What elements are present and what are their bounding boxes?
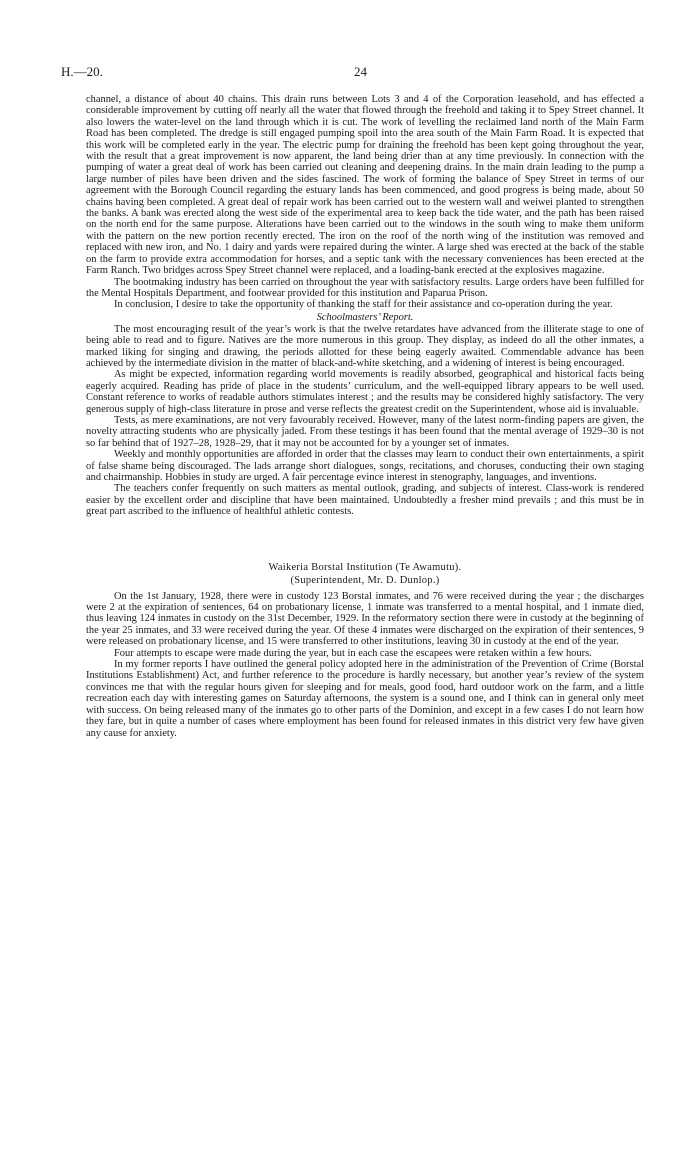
report-reference: H.—20.	[61, 64, 103, 79]
schoolmasters-report-heading: Schoolmasters’ Report.	[316, 311, 414, 323]
paragraph-bootmaking: The bootmaking industry has been carried on throughout the year with satisfactory results. Large orders have been fulfilled for the Mental Hospitals Department, and footwear provided for this institution and Paparua Prison.	[86, 276, 644, 299]
paragraph-custody-statistics: On the 1st January, 1928, there were in custody 123 Borstal inmates, and 76 were received during the year ; the discharges were 2 at the expiration of sentences, 64 on probationary license, 1 inmate was transferred to a mental hospital, and 1 inmate died, thus leaving 124 inmates in custody on the 31st December, 1929. In the reformatory section there were in custody at the beginning of the year 25 inmates, and 33 were received during the year. Of these 4 inmates were discharged on the expiration of their sentences, 9 were released on probationary license, and 15 were transferred to other institutions, leaving 30 in custody at the end of the year.	[86, 590, 644, 648]
paragraph-reading: As might be expected, information regarding world movements is readily absorbed, geographical and historical facts being eagerly acquired. Reading has pride of place in the students’ curriculum, and the well-equipped library appears to be well used. Constant reference to works of readable authors stimulates interest ; and the results may be considered highly satisfactory. The very generous supply of high-class literature in prose and verse reflects the greatest credit on the Superintendent, whose aid is invaluable.	[86, 369, 644, 415]
page-number: 24	[354, 64, 367, 79]
paragraph-retardates: The most encouraging result of the year’s work is that the twelve retardates have advanced from the illiterate stage to one of being able to read and to figure. Natives are the more numerous in this group. They display, as indeed do all the other inmates, a marked liking for singing and drawing, the periods allotted for these being eagerly awaited. Commendable advance has been achieved by the intermediate division in the matter of black-and-white sketching, and a widening of interest is being encouraged.	[86, 323, 644, 369]
page-body	[86, 94, 644, 739]
paragraph-policy: In my former reports I have outlined the general policy adopted here in the administration of the Prevention of Crime (Borstal Institutions Establishment) Act, and further reference to the procedure is hardly necessary, but another year’s review of the system convinces me that with the regular hours given for sleeping and for meals, good food, hard outdoor work on the farm, and a little recreation each day with interesting games on Saturday afternoons, the system is a sound one, and I think can in general only meet with success. On being released many of the inmates go to other parts of the Dominion, and except in a few cases I do not learn how they fare, but in quite a number of cases where employment has been found for released inmates in this district very few have given any cause for anxiety.	[86, 659, 644, 739]
paragraph-conclusion: In conclusion, I desire to take the opportunity of thanking the staff for their assistance and co-operation during the year.	[114, 299, 613, 311]
paragraph-escapes: Four attempts to escape were made during the year, but in each case the escapees were retaken within a few hours.	[114, 647, 592, 659]
paragraph-tests: Tests, as mere examinations, are not very favourably received. However, many of the latest norm-finding papers are given, the novelty attracting students who are physically jaded. From these testings it has been found that the mental average of 1929–30 is not so far behind that of 1927–28, 1928–29, that it may not be accounted for by a younger set of inmates.	[86, 414, 644, 449]
page-header	[61, 64, 643, 82]
paragraph-drainage-works: channel, a distance of about 40 chains. This drain runs between Lots 3 and 4 of the Corporation leasehold, and has effected a considerable improvement by cutting off nearly all the water that flowed through the freehold and taking it to Spey Street channel. It also lowers the water-level on the land through which it is cut. The work of levelling the reclaimed land north of the Main Farm Road has been completed. The dredge is still engaged pumping spoil into the area south of the Main Farm Road. It is expected that this work will be completed early in the year. The electric pump for draining the freehold has been kept going throughout the year, with the result that a great improvement is now apparent, the land being drier than at any time previously. In connection with the pumping of water a great deal of work has been carried out cleaning and deepening drains. In the main drain leading to the pump a large number of piles have been driven and the sides fascined. The work of forming the balance of Spey Street in terms of our agreement with the Borough Council regarding the estuary lands has been commenced, and good progress is being made, about 50 chains having been completed. A great deal of repair work has been carried out to the western wall and weiwei planted to strengthen the banks. A bank was erected along the west side of the experimental area to keep back the tide water, and the path has been raised on the north end for the same purpose. Alterations have been carried out to the windows in the south wing to make them uniform with the pattern on the new portion recently erected. The iron on the roof of the north wing of the institution was removed and replaced with new iron, and No. 1 dairy and yards were repaired during the winter. A large shed was erected at the back of the stable on the farm to provide extra accommodation for horses, and a septic tank with the necessary conveniences has been erected at the Farm Ranch. Two bridges across Spey Street channel were replaced, and a loading-bank erected at the explosives magazine.	[86, 94, 644, 277]
paragraph-teachers: The teachers confer frequently on such matters as mental outlook, grading, and subjects of interest. Class-work is rendered easier by the excellent order and discipline that have been maintained. Undoubtedly a fresher mind prevails ; and this must be in great part ascribed to the influence of healthful athletic contests.	[86, 483, 644, 518]
waikeria-section-title: Waikeria Borstal Institution (Te Awamutu).	[268, 561, 462, 573]
paragraph-entertainments: Weekly and monthly opportunities are afforded in order that the classes may learn to conduct their own entertainments, a spirit of false shame being discouraged. The lads arrange short dialogues, songs, recitations, and choruses, conducting their own staging and chairmanship. Hobbies in study are urged. A fair percentage evince interest in stenography, languages, and inventions.	[86, 449, 644, 483]
waikeria-superintendent: (Superintendent, Mr. D. Dunlop.)	[290, 574, 440, 586]
